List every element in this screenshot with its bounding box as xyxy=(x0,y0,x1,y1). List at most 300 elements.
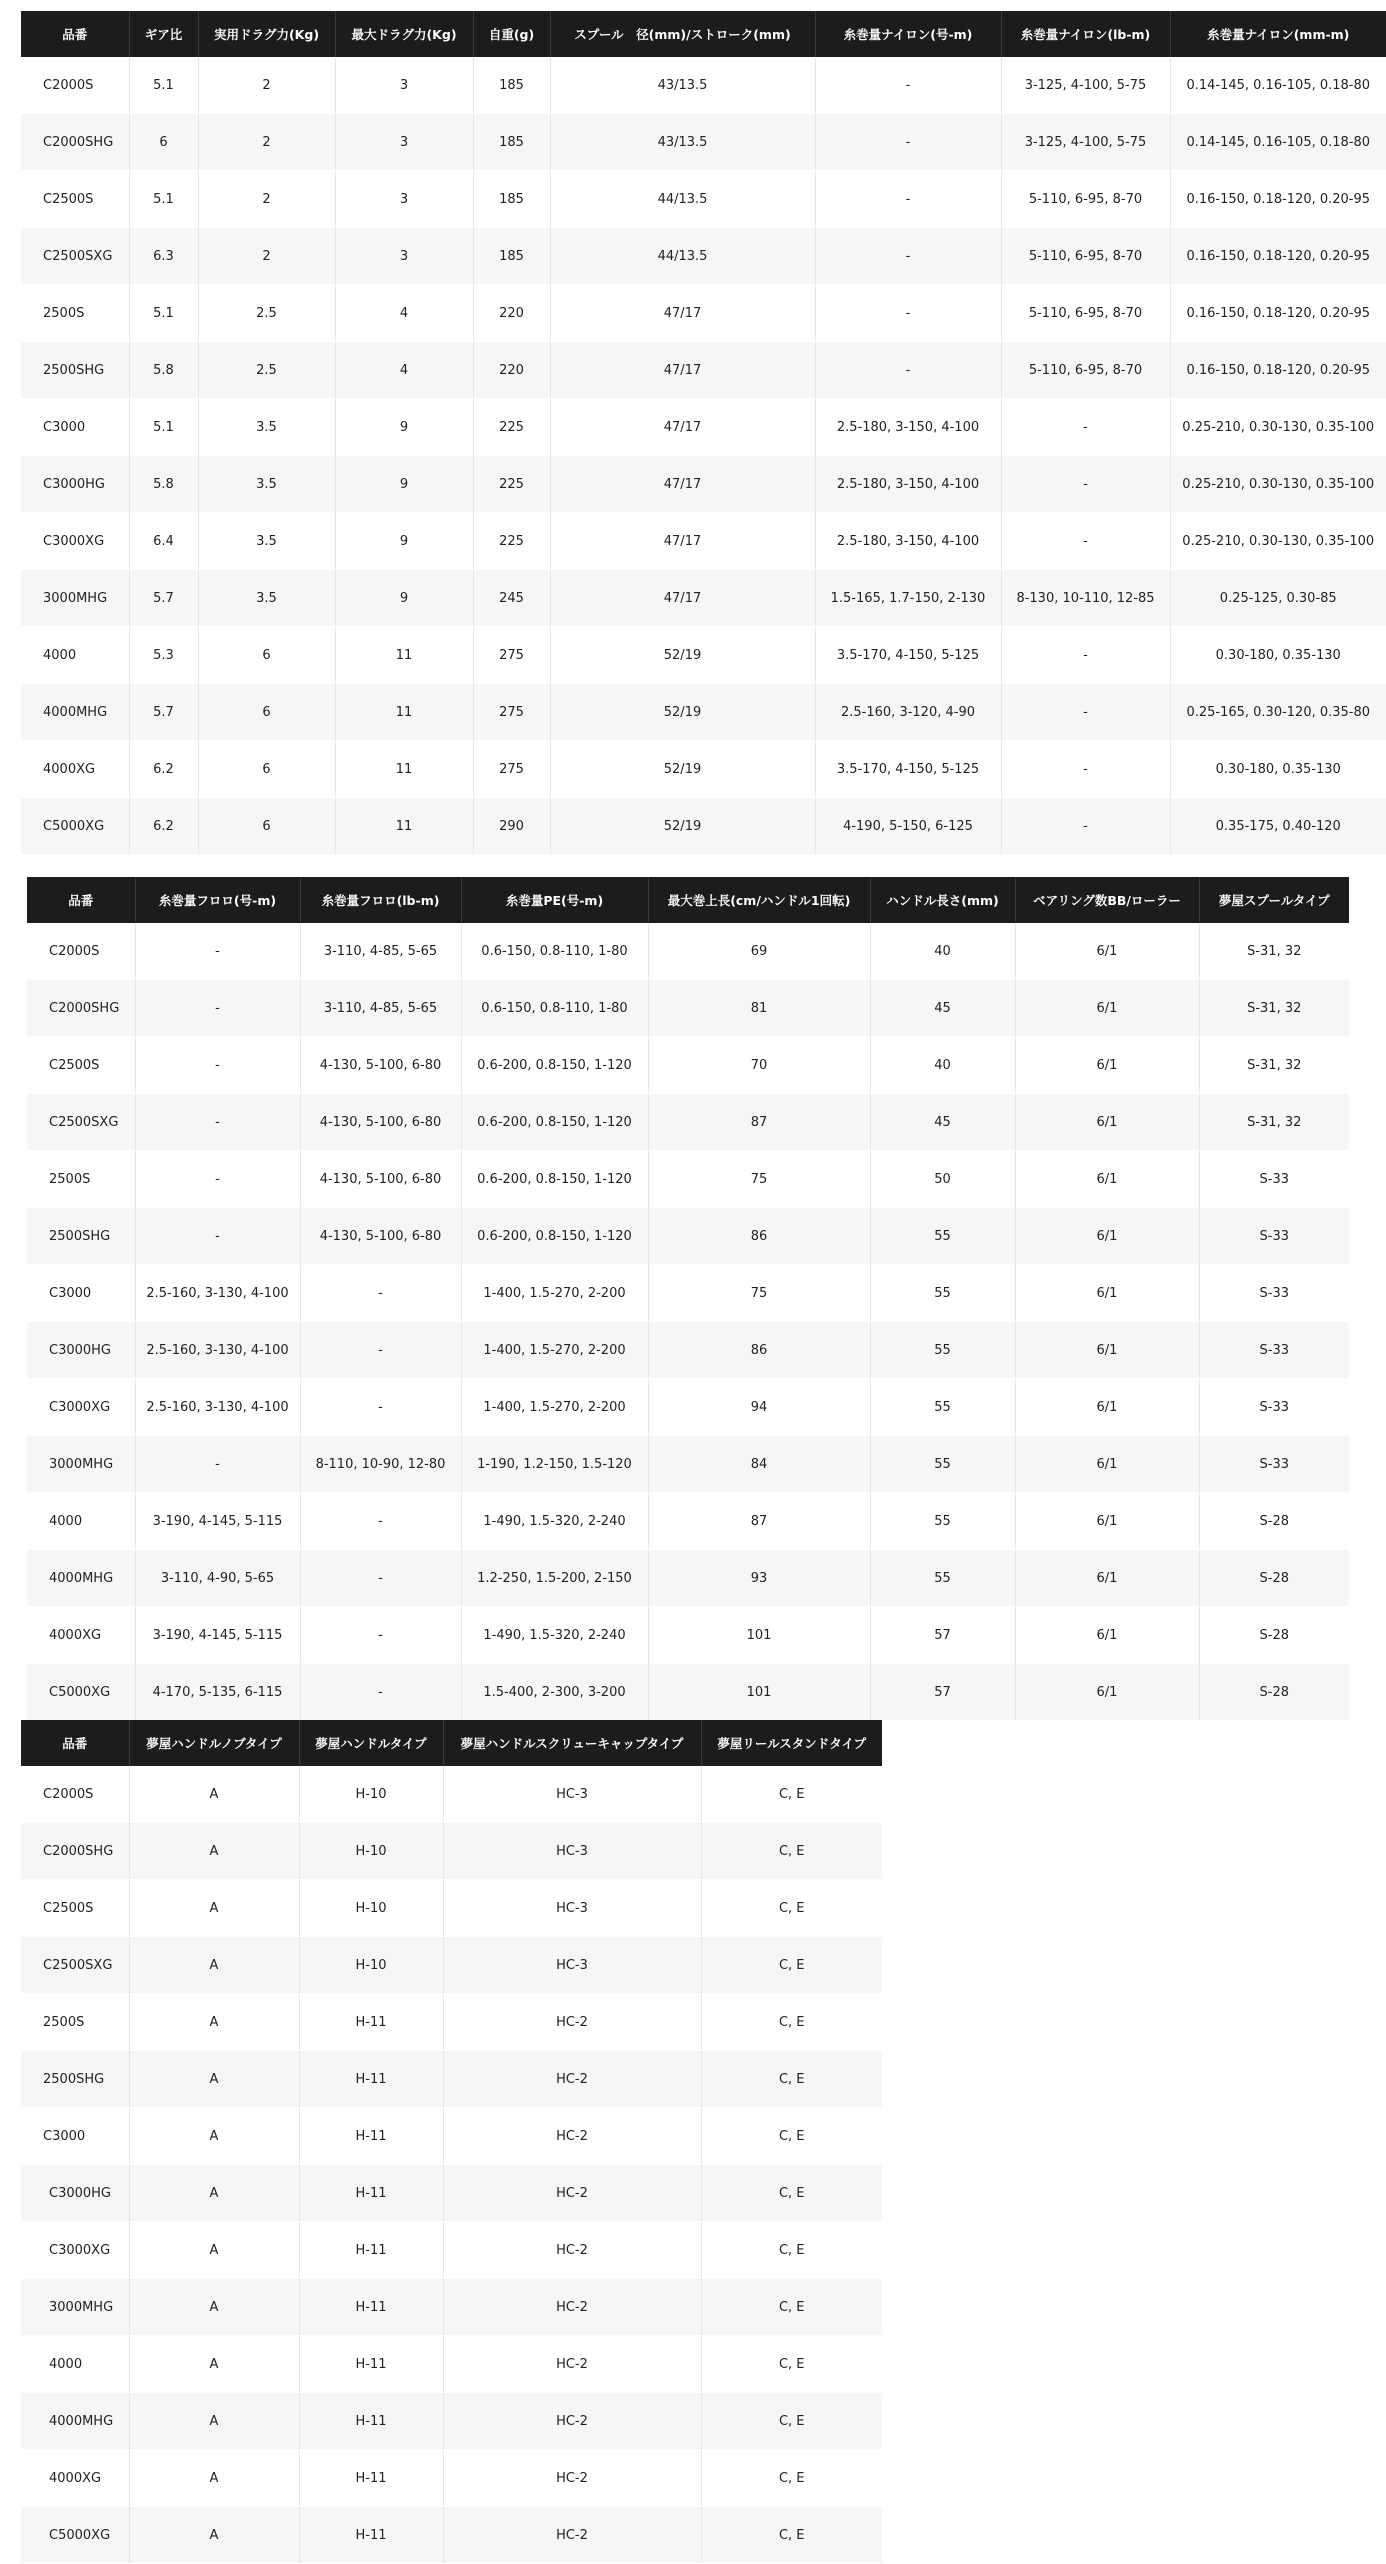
table-cell: 3.5 xyxy=(198,399,335,456)
table-cell: 3-190, 4-145, 5-115 xyxy=(135,1607,300,1664)
table-row xyxy=(21,1994,882,2051)
table-cell: 43/13.5 xyxy=(550,114,815,171)
table-cell: - xyxy=(135,1094,300,1151)
table-row xyxy=(21,57,1386,114)
table-cell: HC-2 xyxy=(443,2507,701,2564)
table-cell: 185 xyxy=(473,57,550,114)
table-cell: - xyxy=(815,342,1001,399)
table-cell: 1-400, 1.5-270, 2-200 xyxy=(461,1379,648,1436)
table-cell: - xyxy=(300,1550,461,1607)
table-row xyxy=(27,1208,1349,1265)
table-row xyxy=(21,2450,882,2507)
table-cell: 4-130, 5-100, 6-80 xyxy=(300,1037,461,1094)
table-cell: 9 xyxy=(335,570,473,627)
header-row xyxy=(21,1720,882,1766)
table-cell: 50 xyxy=(870,1151,1015,1208)
table-cell: - xyxy=(135,1436,300,1493)
table-cell: A xyxy=(129,2108,299,2165)
table-cell: - xyxy=(815,171,1001,228)
table-header xyxy=(21,1720,882,1766)
table-cell: 3-190, 4-145, 5-115 xyxy=(135,1493,300,1550)
table-cell: A xyxy=(129,2507,299,2564)
spec-table-line-capacity xyxy=(27,877,1349,1721)
model-number-cell: 3000MHG xyxy=(27,1436,135,1493)
table-cell: C, E xyxy=(701,2336,882,2393)
table-cell: 3.5 xyxy=(198,513,335,570)
column-header: 最大ドラグ力(Kg) xyxy=(335,11,473,57)
table-cell: S-31, 32 xyxy=(1199,1094,1349,1151)
table-header xyxy=(21,11,1386,57)
table-cell: 55 xyxy=(870,1322,1015,1379)
column-header: 糸巻量フロロ(lb-m) xyxy=(300,877,461,923)
table-cell: 6.2 xyxy=(129,741,198,798)
table-cell: 47/17 xyxy=(550,342,815,399)
model-number-cell: 2500SHG xyxy=(21,2051,129,2108)
table-cell: 5-110, 6-95, 8-70 xyxy=(1001,342,1170,399)
model-number-cell: C3000HG xyxy=(27,1322,135,1379)
model-number-cell: 4000MHG xyxy=(21,2393,129,2450)
model-number-cell: C2500SXG xyxy=(21,228,129,285)
table-cell: 6.2 xyxy=(129,798,198,855)
table-cell: C, E xyxy=(701,1880,882,1937)
table-cell: 245 xyxy=(473,570,550,627)
table-cell: 0.6-150, 0.8-110, 1-80 xyxy=(461,980,648,1037)
model-number-cell: C2500S xyxy=(21,1880,129,1937)
table-cell: 3 xyxy=(335,114,473,171)
table-cell: - xyxy=(1001,798,1170,855)
table-cell: 5.1 xyxy=(129,57,198,114)
table-cell: 0.35-175, 0.40-120 xyxy=(1170,798,1386,855)
table-cell: 4-170, 5-135, 6-115 xyxy=(135,1664,300,1721)
table-cell: 87 xyxy=(648,1493,870,1550)
column-header: 糸巻量PE(号-m) xyxy=(461,877,648,923)
table-cell: H-11 xyxy=(299,2108,443,2165)
table-cell: 47/17 xyxy=(550,285,815,342)
table-cell: 0.14-145, 0.16-105, 0.18-80 xyxy=(1170,57,1386,114)
model-number-cell: C5000XG xyxy=(21,798,129,855)
table-cell: 1-490, 1.5-320, 2-240 xyxy=(461,1493,648,1550)
table-cell: 52/19 xyxy=(550,627,815,684)
table-cell: C, E xyxy=(701,2222,882,2279)
table-cell: S-28 xyxy=(1199,1664,1349,1721)
table-cell: 2.5-180, 3-150, 4-100 xyxy=(815,456,1001,513)
table-cell: 55 xyxy=(870,1265,1015,1322)
table-row xyxy=(21,171,1386,228)
table-cell: 3.5-170, 4-150, 5-125 xyxy=(815,741,1001,798)
table-cell: 9 xyxy=(335,456,473,513)
table-cell: 0.25-210, 0.30-130, 0.35-100 xyxy=(1170,456,1386,513)
table-row xyxy=(21,798,1386,855)
table-cell: 1.5-400, 2-300, 3-200 xyxy=(461,1664,648,1721)
table-cell: H-11 xyxy=(299,2051,443,2108)
table-cell: 6/1 xyxy=(1015,980,1199,1037)
column-header: 夢屋ハンドルノブタイプ xyxy=(129,1720,299,1766)
model-number-cell: 4000XG xyxy=(21,2450,129,2507)
table-cell: HC-3 xyxy=(443,1880,701,1937)
table-cell: 4 xyxy=(335,342,473,399)
table-body xyxy=(21,57,1386,855)
table-cell: 185 xyxy=(473,114,550,171)
column-header: ベアリング数BB/ローラー xyxy=(1015,877,1199,923)
model-number-cell: 2500SHG xyxy=(27,1208,135,1265)
table-cell: 9 xyxy=(335,399,473,456)
table-cell: 69 xyxy=(648,923,870,980)
table-cell: 86 xyxy=(648,1322,870,1379)
table-cell: - xyxy=(1001,741,1170,798)
table-cell: 0.16-150, 0.18-120, 0.20-95 xyxy=(1170,171,1386,228)
model-number-cell: 4000 xyxy=(21,2336,129,2393)
table-cell: H-11 xyxy=(299,2393,443,2450)
table-cell: 4-130, 5-100, 6-80 xyxy=(300,1151,461,1208)
column-header: 品番 xyxy=(27,877,135,923)
table-cell: HC-3 xyxy=(443,1823,701,1880)
table-cell: - xyxy=(300,1607,461,1664)
model-number-cell: 2500S xyxy=(21,285,129,342)
table-body xyxy=(21,1766,882,2564)
model-number-cell: C2000SHG xyxy=(21,114,129,171)
table-cell: 0.30-180, 0.35-130 xyxy=(1170,627,1386,684)
table-row xyxy=(27,980,1349,1037)
model-number-cell: 4000 xyxy=(27,1493,135,1550)
table-cell: - xyxy=(300,1493,461,1550)
table-cell: 2 xyxy=(198,228,335,285)
table-row xyxy=(27,1322,1349,1379)
table-cell: 0.6-150, 0.8-110, 1-80 xyxy=(461,923,648,980)
table-cell: 6/1 xyxy=(1015,1208,1199,1265)
table-cell: HC-2 xyxy=(443,1994,701,2051)
table-row xyxy=(21,2222,882,2279)
table-cell: 275 xyxy=(473,741,550,798)
column-header: 実用ドラグ力(Kg) xyxy=(198,11,335,57)
table-cell: - xyxy=(1001,627,1170,684)
table-cell: C, E xyxy=(701,2165,882,2222)
column-header: 糸巻量フロロ(号-m) xyxy=(135,877,300,923)
table-cell: 6 xyxy=(198,741,335,798)
table-cell: 290 xyxy=(473,798,550,855)
table-cell: 45 xyxy=(870,1094,1015,1151)
table-cell: C, E xyxy=(701,1937,882,1994)
table-cell: 52/19 xyxy=(550,741,815,798)
table-cell: 5.1 xyxy=(129,171,198,228)
table-cell: HC-2 xyxy=(443,2450,701,2507)
table-row xyxy=(21,2051,882,2108)
table-cell: 70 xyxy=(648,1037,870,1094)
table-cell: 5.1 xyxy=(129,285,198,342)
model-number-cell: C2000S xyxy=(21,57,129,114)
table-cell: 3 xyxy=(335,171,473,228)
table-cell: 75 xyxy=(648,1265,870,1322)
table-cell: - xyxy=(300,1322,461,1379)
table-cell: S-33 xyxy=(1199,1322,1349,1379)
table-row xyxy=(27,1664,1349,1721)
table-row xyxy=(21,570,1386,627)
column-header: スプール 径(mm)/ストローク(mm) xyxy=(550,11,815,57)
table-cell: S-31, 32 xyxy=(1199,923,1349,980)
column-header: 自重(g) xyxy=(473,11,550,57)
table-cell: S-31, 32 xyxy=(1199,980,1349,1037)
table-cell: 101 xyxy=(648,1664,870,1721)
table-cell: C, E xyxy=(701,2279,882,2336)
model-number-cell: C2500SXG xyxy=(27,1094,135,1151)
table-row xyxy=(21,684,1386,741)
model-number-cell: C3000XG xyxy=(21,513,129,570)
table-cell: 6/1 xyxy=(1015,1493,1199,1550)
model-number-cell: 4000MHG xyxy=(21,684,129,741)
table-cell: 55 xyxy=(870,1493,1015,1550)
table-cell: 0.25-210, 0.30-130, 0.35-100 xyxy=(1170,513,1386,570)
column-header: 最大巻上長(cm/ハンドル1回転) xyxy=(648,877,870,923)
model-number-cell: C2000S xyxy=(27,923,135,980)
table-row xyxy=(21,2393,882,2450)
table-cell: - xyxy=(815,228,1001,285)
table-cell: - xyxy=(300,1664,461,1721)
table-cell: 5.7 xyxy=(129,570,198,627)
table-cell: - xyxy=(135,980,300,1037)
table-cell: 6 xyxy=(198,798,335,855)
table-cell: 3-125, 4-100, 5-75 xyxy=(1001,57,1170,114)
table-cell: HC-3 xyxy=(443,1937,701,1994)
table-cell: 2.5-180, 3-150, 4-100 xyxy=(815,399,1001,456)
table-cell: HC-2 xyxy=(443,2393,701,2450)
table-cell: 220 xyxy=(473,285,550,342)
table-cell: HC-2 xyxy=(443,2336,701,2393)
column-header: 品番 xyxy=(21,1720,129,1766)
table-cell: S-28 xyxy=(1199,1550,1349,1607)
table-row xyxy=(27,1493,1349,1550)
table-cell: S-33 xyxy=(1199,1379,1349,1436)
column-header: 夢屋リールスタンドタイプ xyxy=(701,1720,882,1766)
table-cell: 6/1 xyxy=(1015,1379,1199,1436)
table-cell: HC-2 xyxy=(443,2051,701,2108)
table-cell: 1.2-250, 1.5-200, 2-150 xyxy=(461,1550,648,1607)
table-cell: H-11 xyxy=(299,2336,443,2393)
table-cell: 84 xyxy=(648,1436,870,1493)
table-cell: 4 xyxy=(335,285,473,342)
table-cell: A xyxy=(129,1823,299,1880)
column-header: 夢屋スプールタイプ xyxy=(1199,877,1349,923)
column-header: ハンドル長さ(mm) xyxy=(870,877,1015,923)
table-cell: HC-2 xyxy=(443,2165,701,2222)
table-row xyxy=(27,923,1349,980)
table-row xyxy=(21,456,1386,513)
table-cell: C, E xyxy=(701,2507,882,2564)
table-cell: 11 xyxy=(335,627,473,684)
table-cell: 2.5 xyxy=(198,342,335,399)
table-cell: C, E xyxy=(701,2393,882,2450)
table-cell: S-28 xyxy=(1199,1607,1349,1664)
table-cell: S-33 xyxy=(1199,1208,1349,1265)
table-cell: - xyxy=(135,1037,300,1094)
table-cell: - xyxy=(135,1208,300,1265)
table-cell: 6/1 xyxy=(1015,923,1199,980)
table-cell: C, E xyxy=(701,1766,882,1823)
table-body xyxy=(27,923,1349,1721)
table-cell: 11 xyxy=(335,741,473,798)
table-cell: 185 xyxy=(473,171,550,228)
table-cell: 2 xyxy=(198,171,335,228)
table-cell: 0.25-125, 0.30-85 xyxy=(1170,570,1386,627)
table-cell: 3.5-170, 4-150, 5-125 xyxy=(815,627,1001,684)
table-row xyxy=(21,228,1386,285)
table-cell: 2 xyxy=(198,57,335,114)
table-cell: 6/1 xyxy=(1015,1037,1199,1094)
table-cell: 0.6-200, 0.8-150, 1-120 xyxy=(461,1208,648,1265)
table-cell: A xyxy=(129,2165,299,2222)
table-cell: 1.5-165, 1.7-150, 2-130 xyxy=(815,570,1001,627)
table-cell: - xyxy=(815,57,1001,114)
table-cell: H-11 xyxy=(299,2507,443,2564)
table-cell: H-11 xyxy=(299,2165,443,2222)
table-cell: 6/1 xyxy=(1015,1151,1199,1208)
table-cell: C, E xyxy=(701,1823,882,1880)
table-cell: 40 xyxy=(870,923,1015,980)
table-cell: 225 xyxy=(473,513,550,570)
table-row xyxy=(21,1880,882,1937)
table-cell: 5.1 xyxy=(129,399,198,456)
table-cell: HC-2 xyxy=(443,2222,701,2279)
table-cell: 5-110, 6-95, 8-70 xyxy=(1001,285,1170,342)
table-cell: 2.5-180, 3-150, 4-100 xyxy=(815,513,1001,570)
model-number-cell: C3000HG xyxy=(21,456,129,513)
table-row xyxy=(21,1937,882,1994)
table-cell: 3-125, 4-100, 5-75 xyxy=(1001,114,1170,171)
table-cell: 3-110, 4-90, 5-65 xyxy=(135,1550,300,1607)
table-cell: A xyxy=(129,2222,299,2279)
table-row xyxy=(27,1550,1349,1607)
table-cell: 75 xyxy=(648,1151,870,1208)
table-cell: H-10 xyxy=(299,1937,443,1994)
table-cell: H-10 xyxy=(299,1823,443,1880)
table-row xyxy=(27,1151,1349,1208)
model-number-cell: 4000MHG xyxy=(27,1550,135,1607)
table-cell: 47/17 xyxy=(550,570,815,627)
table-cell: A xyxy=(129,2336,299,2393)
table-cell: 47/17 xyxy=(550,399,815,456)
table-cell: 1-400, 1.5-270, 2-200 xyxy=(461,1265,648,1322)
table-cell: - xyxy=(1001,399,1170,456)
table-cell: 5-110, 6-95, 8-70 xyxy=(1001,228,1170,285)
model-number-cell: 4000XG xyxy=(21,741,129,798)
table-cell: 8-130, 10-110, 12-85 xyxy=(1001,570,1170,627)
table-cell: 6.3 xyxy=(129,228,198,285)
column-header: ギア比 xyxy=(129,11,198,57)
table-cell: HC-2 xyxy=(443,2279,701,2336)
table-cell: - xyxy=(300,1265,461,1322)
table-cell: 6/1 xyxy=(1015,1322,1199,1379)
table-cell: - xyxy=(1001,684,1170,741)
table-cell: - xyxy=(135,923,300,980)
table-cell: 6 xyxy=(198,684,335,741)
model-number-cell: C2000SHG xyxy=(27,980,135,1037)
table-cell: A xyxy=(129,1937,299,1994)
model-number-cell: C2500S xyxy=(27,1037,135,1094)
table-cell: C, E xyxy=(701,2108,882,2165)
table-cell: 55 xyxy=(870,1379,1015,1436)
spec-table-basic xyxy=(21,11,1386,855)
model-number-cell: 3000MHG xyxy=(21,570,129,627)
table-cell: 2.5 xyxy=(198,285,335,342)
table-cell: 4-130, 5-100, 6-80 xyxy=(300,1208,461,1265)
table-cell: 47/17 xyxy=(550,513,815,570)
table-row xyxy=(21,2279,882,2336)
table-cell: 0.6-200, 0.8-150, 1-120 xyxy=(461,1151,648,1208)
table-cell: H-10 xyxy=(299,1766,443,1823)
model-number-cell: C2000S xyxy=(21,1766,129,1823)
table-header xyxy=(27,877,1349,923)
spec-table-yumeya-parts xyxy=(21,1720,882,2564)
table-cell: - xyxy=(135,1151,300,1208)
table-cell: 6/1 xyxy=(1015,1607,1199,1664)
model-number-cell: C5000XG xyxy=(27,1664,135,1721)
table-cell: S-31, 32 xyxy=(1199,1037,1349,1094)
table-cell: 1-400, 1.5-270, 2-200 xyxy=(461,1322,648,1379)
table-cell: 220 xyxy=(473,342,550,399)
table-cell: 9 xyxy=(335,513,473,570)
table-cell: 0.14-145, 0.16-105, 0.18-80 xyxy=(1170,114,1386,171)
column-header: 糸巻量ナイロン(号-m) xyxy=(815,11,1001,57)
column-header: 糸巻量ナイロン(lb-m) xyxy=(1001,11,1170,57)
table-cell: S-33 xyxy=(1199,1436,1349,1493)
column-header: 糸巻量ナイロン(mm-m) xyxy=(1170,11,1386,57)
model-number-cell: C2000SHG xyxy=(21,1823,129,1880)
table-cell: 81 xyxy=(648,980,870,1037)
table-cell: S-33 xyxy=(1199,1265,1349,1322)
table-cell: 6/1 xyxy=(1015,1436,1199,1493)
table-cell: 0.16-150, 0.18-120, 0.20-95 xyxy=(1170,228,1386,285)
header-row xyxy=(21,11,1386,57)
table-cell: 2.5-160, 3-130, 4-100 xyxy=(135,1379,300,1436)
table-cell: - xyxy=(815,285,1001,342)
model-number-cell: C3000XG xyxy=(21,2222,129,2279)
table-cell: 94 xyxy=(648,1379,870,1436)
table-cell: 4-130, 5-100, 6-80 xyxy=(300,1094,461,1151)
column-header: 品番 xyxy=(21,11,129,57)
table-cell: 47/17 xyxy=(550,456,815,513)
table-cell: 55 xyxy=(870,1208,1015,1265)
table-row xyxy=(21,399,1386,456)
table-cell: 185 xyxy=(473,228,550,285)
table-row xyxy=(27,1265,1349,1322)
table-cell: 86 xyxy=(648,1208,870,1265)
table-cell: C, E xyxy=(701,2450,882,2507)
model-number-cell: 3000MHG xyxy=(21,2279,129,2336)
table-cell: 225 xyxy=(473,399,550,456)
table-cell: HC-2 xyxy=(443,2108,701,2165)
table-cell: 55 xyxy=(870,1550,1015,1607)
table-cell: 6 xyxy=(129,114,198,171)
model-number-cell: C3000 xyxy=(21,2108,129,2165)
table-cell: 5-110, 6-95, 8-70 xyxy=(1001,171,1170,228)
table-cell: C, E xyxy=(701,2051,882,2108)
table-cell: H-11 xyxy=(299,2450,443,2507)
table-row xyxy=(27,1094,1349,1151)
table-cell: 52/19 xyxy=(550,684,815,741)
table-cell: S-28 xyxy=(1199,1493,1349,1550)
table-cell: 2.5-160, 3-130, 4-100 xyxy=(135,1265,300,1322)
table-cell: 55 xyxy=(870,1436,1015,1493)
table-cell: 5.3 xyxy=(129,627,198,684)
table-cell: A xyxy=(129,1766,299,1823)
table-cell: 2.5-160, 3-120, 4-90 xyxy=(815,684,1001,741)
table-cell: H-10 xyxy=(299,1880,443,1937)
table-row xyxy=(27,1037,1349,1094)
table-cell: H-11 xyxy=(299,2222,443,2279)
table-cell: 4-190, 5-150, 6-125 xyxy=(815,798,1001,855)
table-cell: 0.25-165, 0.30-120, 0.35-80 xyxy=(1170,684,1386,741)
table-cell: 2 xyxy=(198,114,335,171)
table-cell: H-11 xyxy=(299,2279,443,2336)
table-cell: A xyxy=(129,1994,299,2051)
